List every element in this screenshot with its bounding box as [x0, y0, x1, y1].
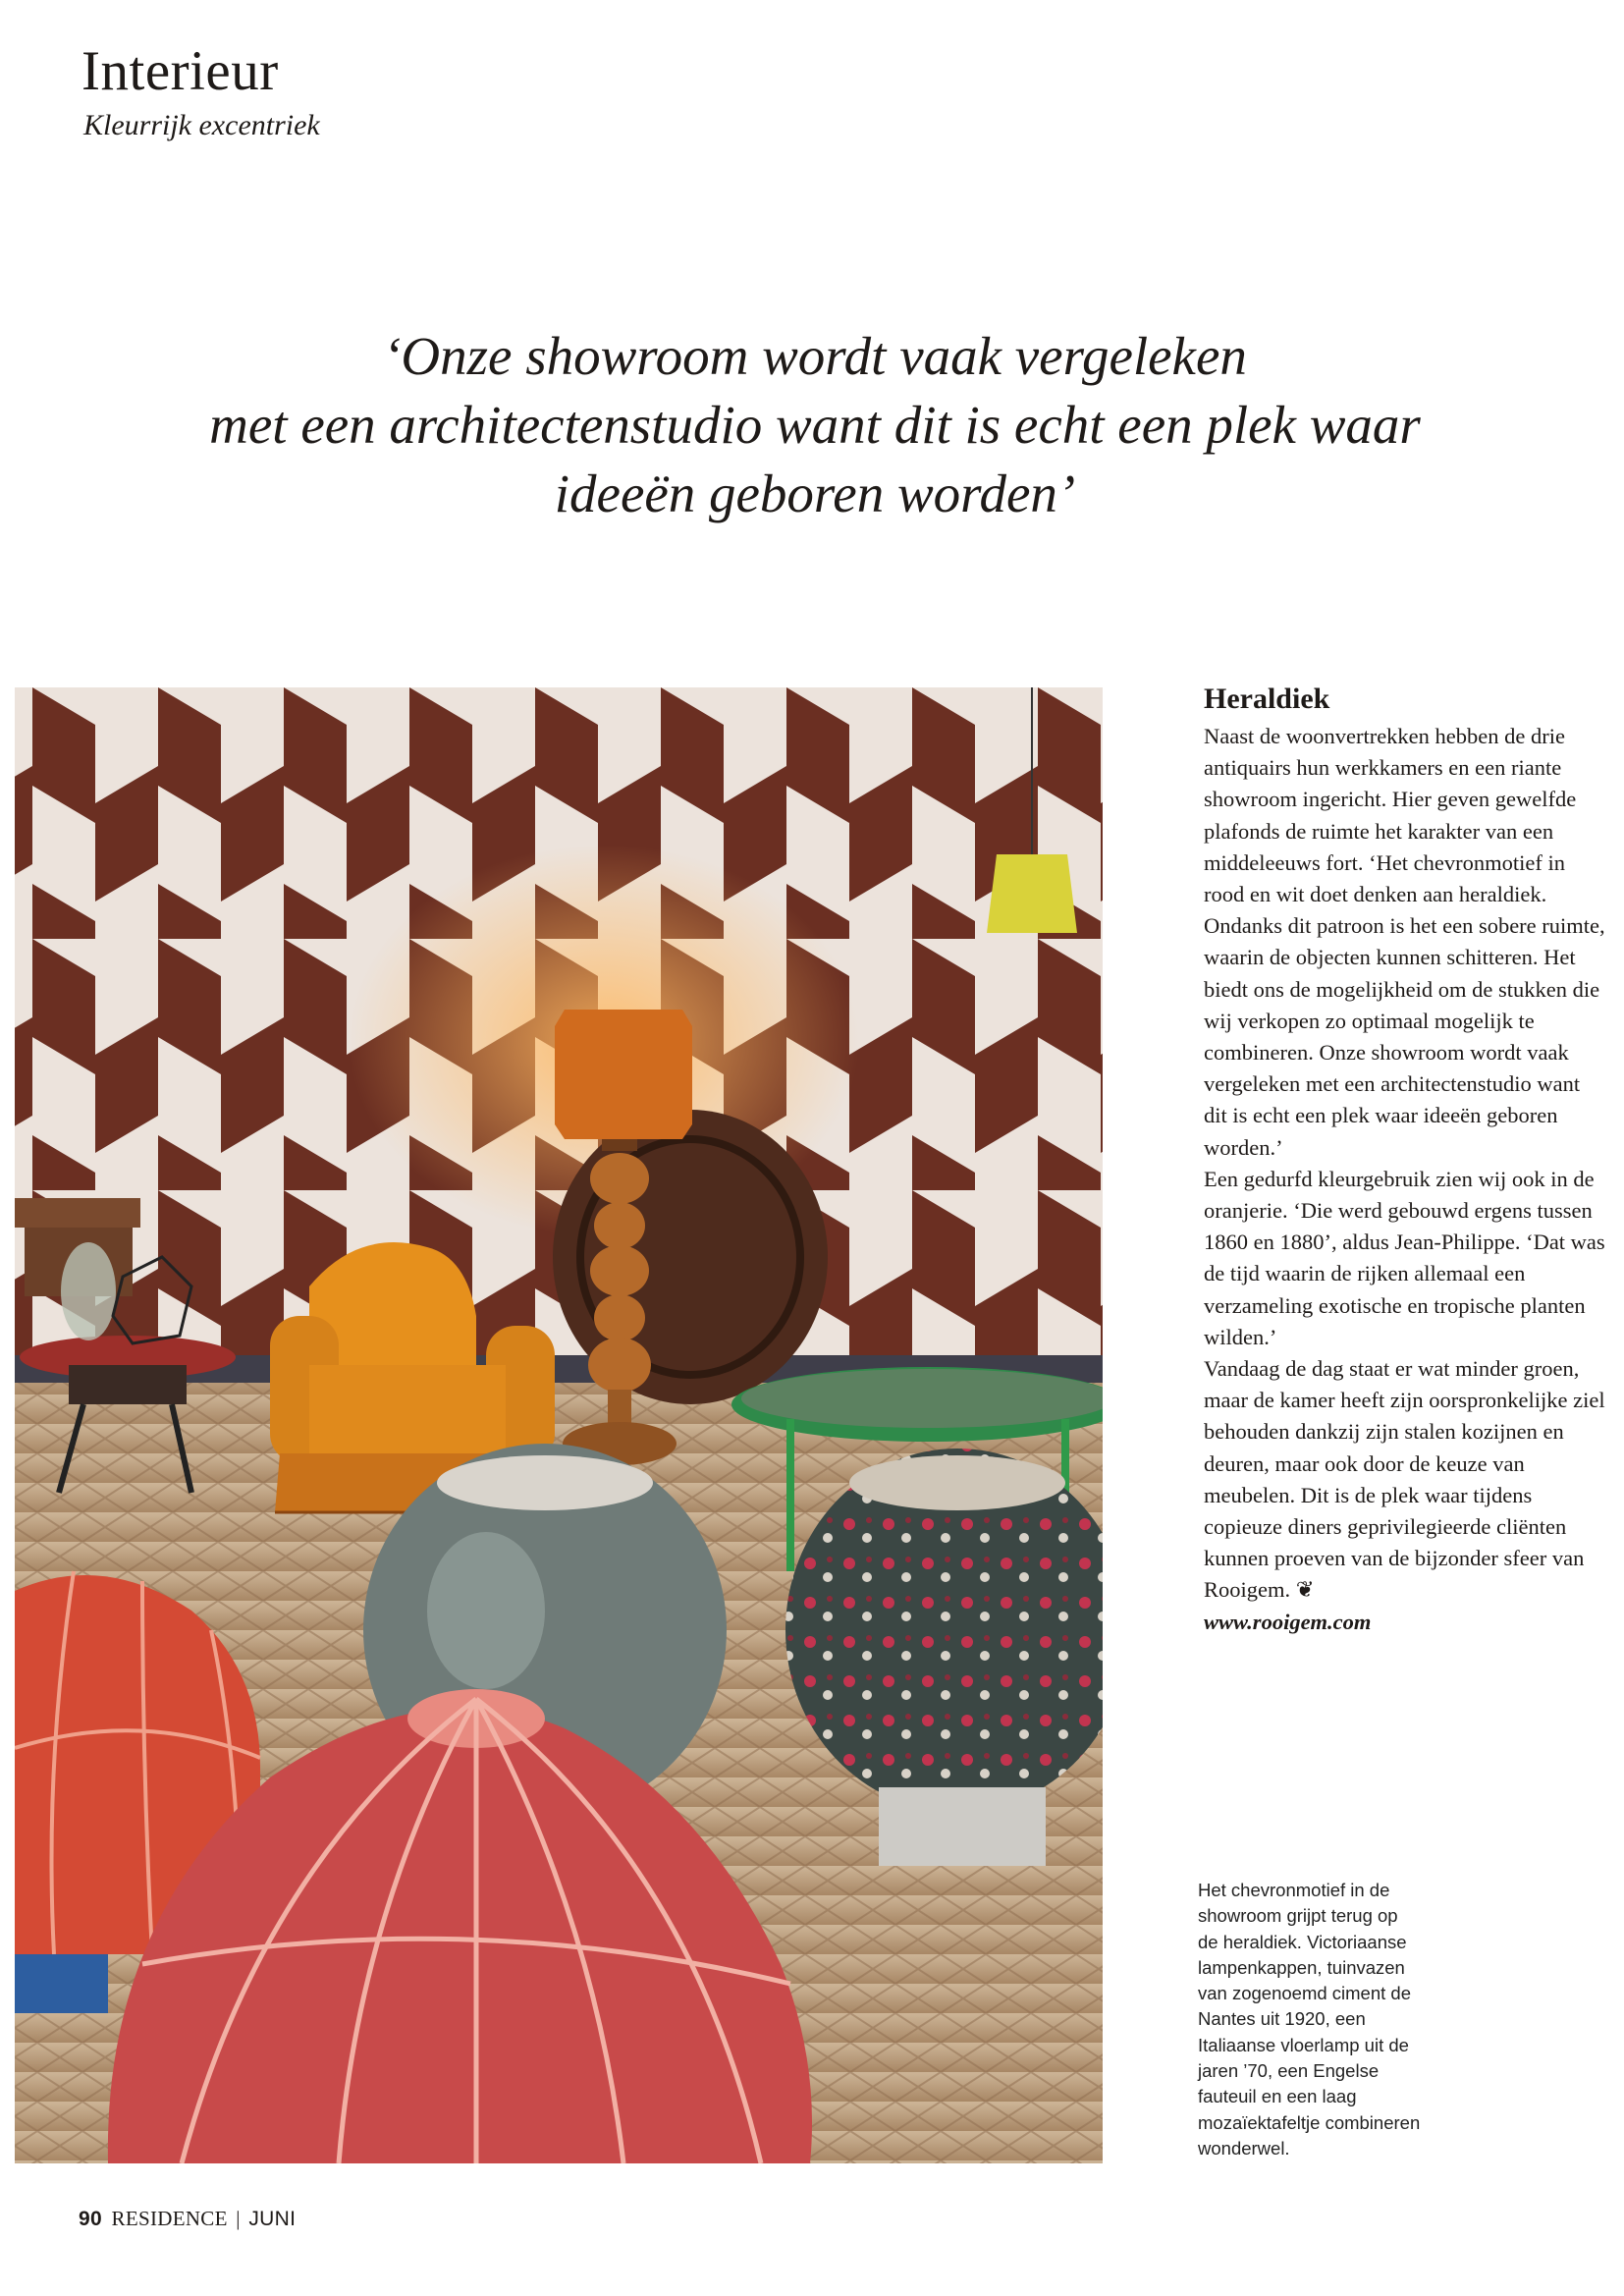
- caption-line: Italiaanse vloerlamp uit de: [1198, 2034, 1409, 2055]
- section-subtitle: Kleurrijk excentriek: [83, 109, 320, 141]
- section-title: Interieur: [81, 40, 279, 102]
- showroom-photo: [15, 687, 1103, 2163]
- caption-line: wonderwel.: [1198, 2137, 1290, 2159]
- page-number: 90: [79, 2208, 102, 2230]
- pull-quote-line: ‘Onze showroom wordt vaak vergeleken: [383, 326, 1247, 386]
- article-paragraph: Een gedurfd kleurgebruik zien wij ook in de oranjerie. ‘Die werd gebouwd ergens tussen 1860 en 1880’, aldus Jean-Philippe. ‘Dat was de tijd waarin de rijken allemaal een verzameling exotische en tropische planten wilden.’: [1204, 1166, 1605, 1349]
- caption-line: fauteuil en een laag: [1198, 2086, 1357, 2107]
- magazine-name: RESIDENCE: [111, 2207, 228, 2230]
- caption-line: lampenkappen, tuinvazen: [1198, 1956, 1405, 1978]
- caption-line: mozaïektafeltje combineren: [1198, 2111, 1421, 2133]
- page-footer: [79, 2207, 296, 2231]
- pull-quote-line: met een architectenstudio want dit is echt een plek waar: [209, 395, 1421, 455]
- caption-line: Het chevronmotief in de: [1198, 1880, 1390, 1900]
- article-paragraph: Vandaag de dag staat er wat minder groen, maar de kamer heeft zijn oorspronkelijke ziel behouden dankzij zijn stalen kozijnen en deuren, maar ook door de keuze van meubelen. Dit is de plek waar tijdens copieuze diners geprivilegieerde cliënten kunnen proeven van de bijzonder sfeer van Rooigem. ❦: [1204, 1356, 1605, 1603]
- article: [1204, 682, 1606, 1638]
- article-heading: Heraldiek: [1204, 683, 1330, 715]
- article-paragraph: Naast de woonvertrekken hebben de drie antiquairs hun werkkamers en een riante showroom ingericht. Hier geven gewelfde plafonds de ruimte het karakter van een middeleeuws fort. ‘Het chevronmotief in rood en wit doet denken aan heraldiek. Ondanks dit patroon is het een sobere ruimte, waarin de objecten kunnen schitteren. Het biedt ons de mogelijkheid om de stukken die wij verkopen zo optimaal mogelijk te combineren. Onze showroom wordt vaak vergeleken met een architectenstudio want dit is echt een plek waar ideeën geboren worden.’: [1204, 724, 1605, 1160]
- caption-line: van zogenoemd ciment de: [1198, 1983, 1411, 2004]
- pull-quote: [147, 322, 1483, 528]
- caption-line: showroom grijpt terug op: [1198, 1905, 1398, 1927]
- footer-separator: |: [236, 2207, 241, 2230]
- photo-caption: [1198, 1878, 1434, 2161]
- article-body: [1204, 721, 1606, 1607]
- website-link[interactable]: www.rooigem.com: [1204, 1609, 1372, 1634]
- issue-month: JUNI: [248, 2208, 297, 2230]
- pull-quote-line: ideeën geboren worden’: [554, 464, 1076, 523]
- caption-line: Nantes uit 1920, een: [1198, 2008, 1366, 2030]
- caption-line: de heraldiek. Victoriaanse: [1198, 1931, 1407, 1952]
- caption-line: jaren ’70, een Engelse: [1198, 2060, 1380, 2082]
